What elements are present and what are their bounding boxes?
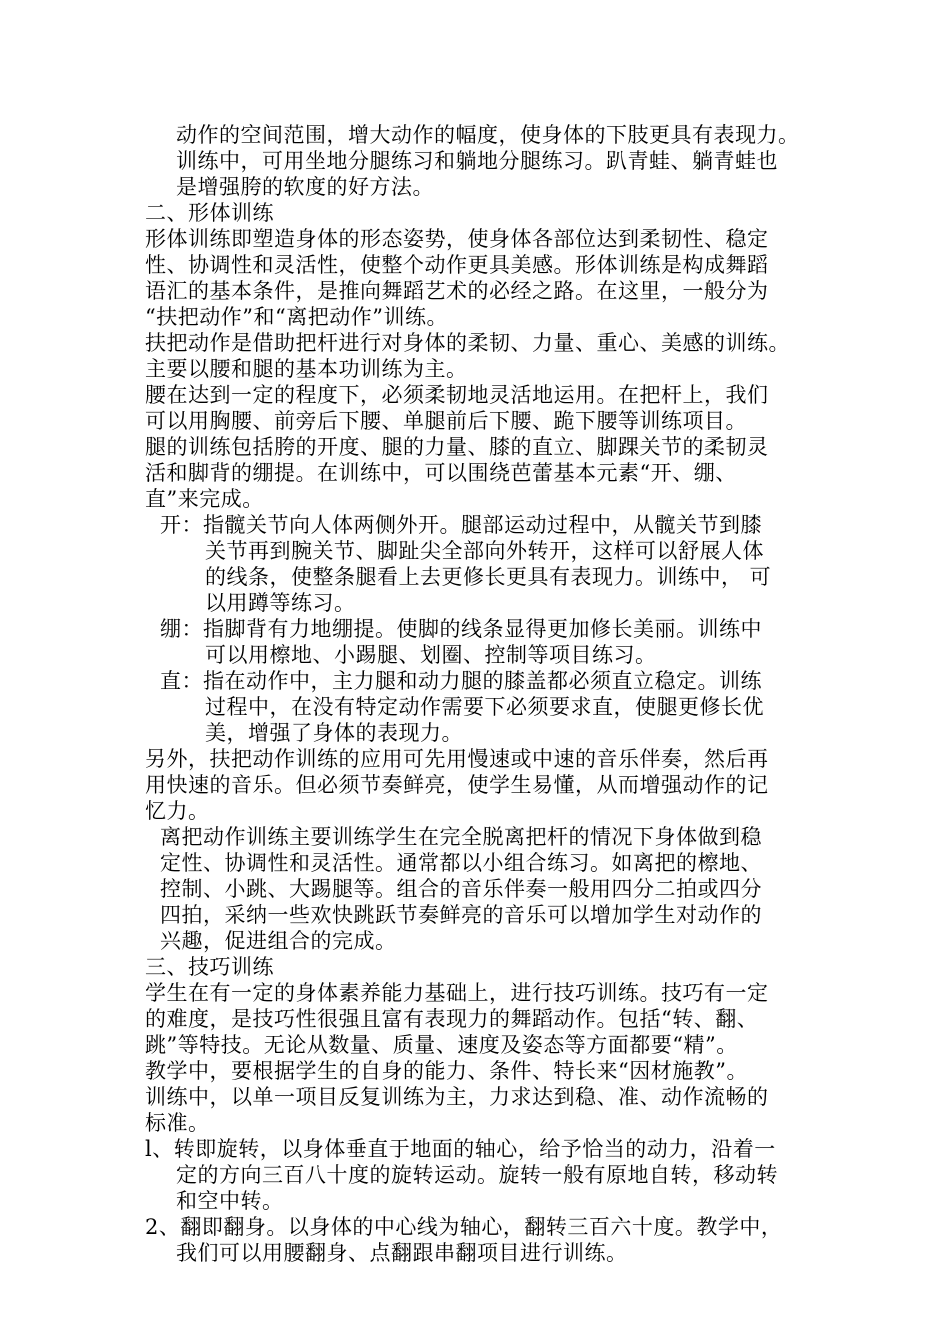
list-item-2: 2、翻即翻身。以身体的中心线为轴心，翻转三百六十度。教学中， bbox=[145, 1215, 783, 1239]
section-heading: 二、形体训练 bbox=[145, 201, 274, 225]
list-item-beng: 绷：指脚背有力地绷提。使脚的线条显得更加修长美丽。训练中 bbox=[160, 617, 762, 641]
text-line: 直”来完成。 bbox=[145, 487, 264, 511]
text-line: 训练中，可用坐地分腿练习和躺地分腿练习。趴青蛙、躺青蛙也 bbox=[176, 149, 778, 173]
text-line: 主要以腰和腿的基本功训练为主。 bbox=[145, 357, 468, 381]
list-item-kai: 开：指髋关节向人体两侧外开。腿部运动过程中，从髋关节到膝 bbox=[160, 513, 762, 537]
text-line: “扶把动作”和“离把动作”训练。 bbox=[145, 305, 448, 329]
text-line: 离把动作训练主要训练学生在完全脱离把杆的情况下身体做到稳 bbox=[160, 825, 762, 849]
text-line: 另外，扶把动作训练的应用可先用慢速或中速的音乐伴奏，然后再 bbox=[145, 747, 769, 771]
text-line: 兴趣，促进组合的完成。 bbox=[160, 929, 397, 953]
text-line: 扶把动作是借助把杆进行对身体的柔韧、力量、重心、美感的训练。 bbox=[145, 331, 790, 355]
list-item-zhi: 直：指在动作中，主力腿和动力腿的膝盖都必须直立稳定。训练 bbox=[160, 669, 762, 693]
list-item-1: l、转即旋转，以身体垂直于地面的轴心，给予恰当的动力，沿着一 bbox=[145, 1137, 776, 1161]
text-line: 是增强胯的软度的好方法。 bbox=[176, 175, 434, 199]
text-line: 以用蹲等练习。 bbox=[205, 591, 356, 615]
text-line: 过程中，在没有特定动作需要下必须要求直，使腿更修长优 bbox=[205, 695, 764, 719]
text-line: 关节再到腕关节、脚趾尖全部向外转开，这样可以舒展人体 bbox=[205, 539, 764, 563]
text-line: 控制、小跳、大踢腿等。组合的音乐伴奏一般用四分二拍或四分 bbox=[160, 877, 762, 901]
text-line: 我们可以用腰翻身、点翻跟串翻项目进行训练。 bbox=[176, 1241, 628, 1265]
text-line: 学生在有一定的身体素养能力基础上，进行技巧训练。技巧有一定 bbox=[145, 981, 769, 1005]
text-line: 和空中转。 bbox=[176, 1189, 284, 1213]
text-line: 可以用檫地、小踢腿、划圈、控制等项目练习。 bbox=[205, 643, 657, 667]
text-line: 忆力。 bbox=[145, 799, 210, 823]
text-line: 腰在达到一定的程度下，必须柔韧地灵活地运用。在把杆上，我们 bbox=[145, 383, 769, 407]
text-line: 动作的空间范围，增大动作的幅度，使身体的下肢更具有表现力。 bbox=[176, 123, 800, 147]
text-line: 腿的训练包括胯的开度、腿的力量、膝的直立、脚踝关节的柔韧灵 bbox=[145, 435, 769, 459]
text-line: 四拍，采纳一些欢快跳跃节奏鲜亮的音乐可以增加学生对动作的 bbox=[160, 903, 762, 927]
text-line: 可以用胸腰、前旁后下腰、单腿前后下腰、跪下腰等训练项目。 bbox=[145, 409, 747, 433]
text-line: 活和脚背的绷提。在训练中，可以围绕芭蕾基本元素“开、绷、 bbox=[145, 461, 737, 485]
text-line: 的线条，使整条腿看上去更修长更具有表现力。训练中， 可 bbox=[205, 565, 772, 589]
text-line: 训练中，以单一项目反复训练为主，力求达到稳、准、动作流畅的 bbox=[145, 1085, 769, 1109]
text-line: 的难度，是技巧性很强且富有表现力的舞蹈动作。包括“转、翻、 bbox=[145, 1007, 759, 1031]
text-line: 美，增强了身体的表现力。 bbox=[205, 721, 463, 745]
section-heading: 三、技巧训练 bbox=[145, 955, 274, 979]
text-line: 形体训练即塑造身体的形态姿势，使身体各部位达到柔韧性、稳定 bbox=[145, 227, 769, 251]
text-line: 性、协调性和灵活性，使整个动作更具美感。形体训练是构成舞蹈 bbox=[145, 253, 769, 277]
text-line: 跳”等特技。无论从数量、质量、速度及姿态等方面都要“精”。 bbox=[145, 1033, 738, 1057]
text-line: 用快速的音乐。但必须节奏鲜亮，使学生易懂，从而增强动作的记 bbox=[145, 773, 769, 797]
text-line: 标准。 bbox=[145, 1111, 210, 1135]
text-line: 教学中，要根据学生的自身的能力、条件、特长来“因材施教”。 bbox=[145, 1059, 748, 1083]
text-line: 语汇的基本条件，是推向舞蹈艺术的必经之路。在这里，一般分为 bbox=[145, 279, 769, 303]
text-line: 定的方向三百八十度的旋转运动。旋转一般有原地自转，移动转 bbox=[176, 1163, 778, 1187]
text-line: 定性、协调性和灵活性。通常都以小组合练习。如离把的檫地、 bbox=[160, 851, 762, 875]
